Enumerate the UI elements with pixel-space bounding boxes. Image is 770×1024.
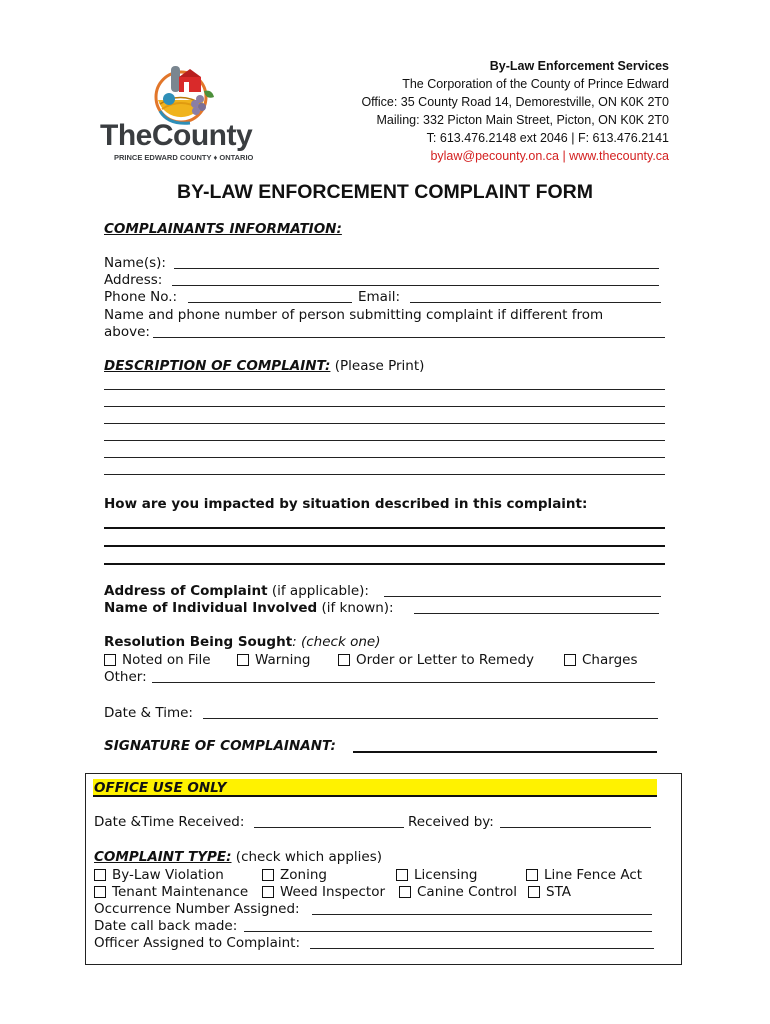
complaint-address-note: (if applicable):	[271, 583, 369, 599]
occurrence-label: Occurrence Number Assigned:	[94, 901, 300, 917]
email-label: Email:	[358, 289, 401, 305]
complaint-address-field[interactable]	[384, 596, 661, 597]
signature-label: SIGNATURE OF COMPLAINANT:	[104, 738, 336, 754]
option-label: Tenant Maintenance	[112, 884, 249, 900]
complaint-type-option[interactable]	[262, 884, 385, 901]
officer-field[interactable]	[310, 948, 654, 949]
complainants-heading: COMPLAINANTS INFORMATION:	[104, 221, 342, 237]
header-phone: T: 613.476.2148 ext 2046 | F: 613.476.2141	[426, 131, 669, 145]
resolution-option[interactable]	[564, 652, 637, 669]
description-line[interactable]	[104, 389, 665, 390]
header-dept: By-Law Enforcement Services	[489, 59, 669, 73]
resolution-option[interactable]	[338, 652, 534, 669]
individual-label: Name of Individual Involved	[104, 600, 318, 616]
resolution-option[interactable]	[104, 652, 211, 669]
complaint-type-note: (check which applies)	[235, 849, 383, 865]
form-title: BY-LAW ENFORCEMENT COMPLAINT FORM	[177, 181, 593, 203]
office-use-heading: OFFICE USE ONLY	[94, 780, 227, 796]
resolution-label: Resolution Being Sought	[104, 634, 293, 650]
received-by-label: Received by:	[408, 814, 494, 830]
resolution-note: : (check one)	[292, 634, 381, 650]
description-note: (Please Print)	[334, 358, 425, 374]
description-line[interactable]	[104, 474, 665, 475]
callback-label: Date call back made:	[94, 918, 238, 934]
complaint-type-option[interactable]	[396, 867, 477, 884]
checkbox[interactable]	[399, 886, 411, 898]
callback-field[interactable]	[244, 931, 652, 932]
impact-line[interactable]	[104, 563, 665, 565]
complaint-address-label: Address of Complaint	[104, 583, 268, 599]
signature-field[interactable]	[353, 751, 657, 753]
header-office: Office: 35 County Road 14, Demorestville, ON K0K 2T0	[361, 95, 669, 109]
other-person-label: Name and phone number of person submitting complaint if different from	[104, 307, 604, 323]
resolution-row	[104, 634, 380, 651]
complaint-type-option[interactable]	[94, 884, 248, 901]
checkbox[interactable]	[396, 869, 408, 881]
option-label: Zoning	[280, 867, 327, 883]
phone-field[interactable]	[188, 302, 352, 303]
complaint-type-option[interactable]	[526, 867, 642, 884]
description-heading-row	[104, 358, 424, 375]
other-person-label-2: above:	[104, 324, 150, 340]
datetime-field[interactable]	[203, 718, 658, 719]
option-label: Canine Control	[417, 884, 517, 900]
checkbox[interactable]	[564, 654, 576, 666]
description-line[interactable]	[104, 406, 665, 407]
checkbox[interactable]	[262, 869, 274, 881]
other-person-field[interactable]	[153, 337, 665, 338]
names-label: Name(s):	[104, 255, 166, 271]
description-line[interactable]	[104, 440, 665, 441]
complaint-type-option[interactable]	[262, 867, 327, 884]
individual-note: (if known):	[321, 600, 394, 616]
website-link[interactable]: www.thecounty.ca	[569, 149, 669, 163]
phone-label: Phone No.:	[104, 289, 178, 305]
individual-row	[104, 600, 394, 617]
names-field[interactable]	[174, 268, 659, 269]
checkbox[interactable]	[104, 654, 116, 666]
impact-heading: How are you impacted by situation described in this complaint:	[104, 496, 588, 512]
logo-wordmark: TheCounty	[100, 119, 253, 152]
county-logo	[100, 57, 262, 165]
header-corp: The Corporation of the County of Prince Edward	[402, 77, 669, 91]
datetime-label: Date & Time:	[104, 705, 193, 721]
email-field[interactable]	[410, 302, 661, 303]
option-label: Line Fence Act	[544, 867, 643, 883]
checkbox[interactable]	[94, 869, 106, 881]
checkbox[interactable]	[94, 886, 106, 898]
resolution-option[interactable]	[237, 652, 311, 669]
other-field[interactable]	[152, 682, 655, 683]
option-label: Licensing	[414, 867, 478, 883]
option-label: Noted on File	[122, 652, 211, 668]
received-by-field[interactable]	[500, 827, 651, 828]
description-line[interactable]	[104, 423, 665, 424]
date-received-field[interactable]	[254, 827, 404, 828]
logo-tagline: PRINCE EDWARD COUNTY ♦ ONTARIO	[114, 153, 254, 162]
complaint-type-row	[94, 849, 382, 866]
header-mailing: Mailing: 332 Picton Main Street, Picton, ON K0K 2T0	[376, 113, 669, 127]
address-label: Address:	[104, 272, 163, 288]
occurrence-field[interactable]	[312, 914, 652, 915]
other-label: Other:	[104, 669, 147, 685]
complaint-type-option[interactable]	[94, 867, 224, 884]
option-label: Weed Inspector	[280, 884, 386, 900]
impact-line[interactable]	[104, 545, 665, 547]
checkbox[interactable]	[528, 886, 540, 898]
address-field[interactable]	[172, 285, 659, 286]
complaint-type-label: COMPLAINT TYPE:	[94, 849, 232, 865]
option-label: Warning	[255, 652, 311, 668]
checkbox[interactable]	[262, 886, 274, 898]
header-contact	[430, 147, 669, 166]
checkbox[interactable]	[338, 654, 350, 666]
complaint-address-row	[104, 583, 369, 600]
description-heading: DESCRIPTION OF COMPLAINT:	[104, 358, 331, 374]
option-label: Charges	[582, 652, 638, 668]
date-received-label: Date &Time Received:	[94, 814, 245, 830]
complaint-type-option[interactable]	[399, 884, 517, 901]
checkbox[interactable]	[526, 869, 538, 881]
option-label: STA	[546, 884, 572, 900]
option-label: By-Law Violation	[112, 867, 224, 883]
individual-field[interactable]	[414, 613, 659, 614]
complaint-type-option[interactable]	[528, 884, 571, 901]
contact-separator: |	[558, 149, 570, 163]
option-label: Order or Letter to Remedy	[356, 652, 535, 668]
officer-label: Officer Assigned to Complaint:	[94, 935, 301, 951]
description-line[interactable]	[104, 457, 665, 458]
email-link[interactable]: bylaw@pecounty.on.ca	[430, 149, 559, 163]
checkbox[interactable]	[237, 654, 249, 666]
impact-line[interactable]	[104, 527, 665, 529]
